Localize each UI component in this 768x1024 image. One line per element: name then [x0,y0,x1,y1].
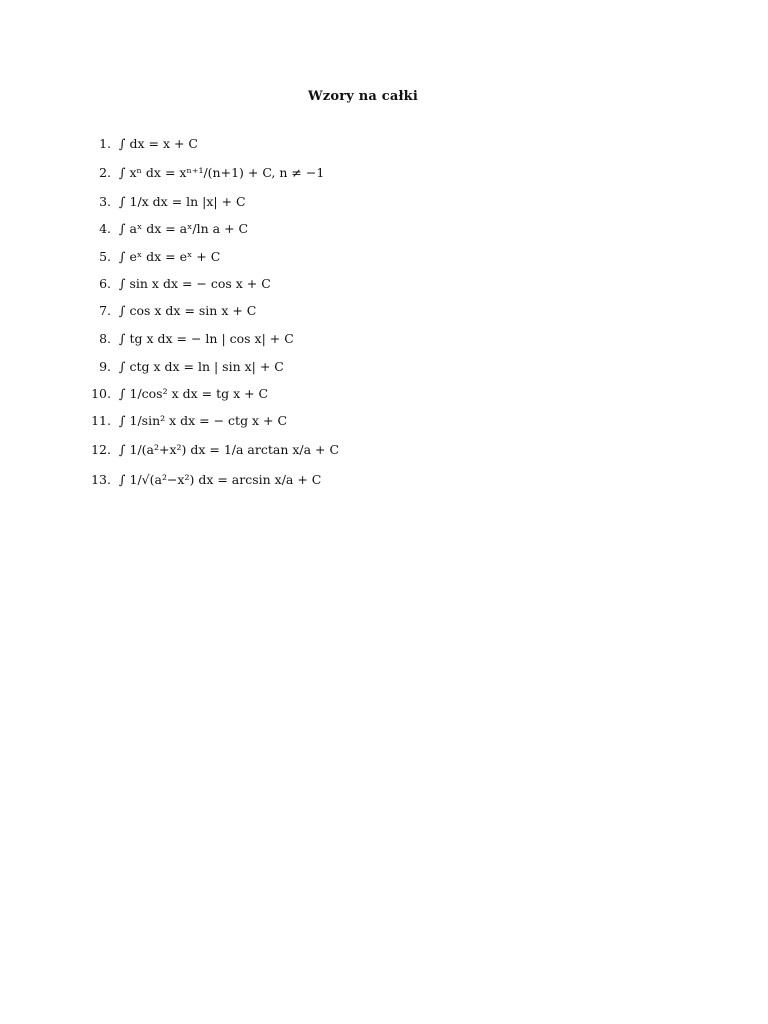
document-title: Wzory na całki [307,89,419,104]
formula-item [80,469,321,489]
formula-item [80,383,268,403]
formula-number: 5. [99,248,111,264]
formula-number: 10. [91,385,111,401]
formula-item [80,273,271,293]
formula-item [80,410,287,430]
formula-expression: ∫ xⁿ dx = xⁿ⁺¹/(n+1) + C, n ≠ −1 [119,164,325,180]
formula-expression: ∫ sin x dx = − cos x + C [119,275,271,291]
formula-expression: ∫ ctg x dx = ln | sin x| + C [119,358,284,374]
formula-expression: ∫ 1/√(a²−x²) dx = arcsin x/a + C [119,471,322,487]
formula-number: 12. [91,441,111,457]
formula-expression: ∫ aˣ dx = aˣ/ln a + C [119,220,249,236]
formula-item [80,439,339,459]
formula-item [80,218,248,238]
formula-number: 8. [99,330,111,346]
formula-number: 4. [99,220,111,236]
formula-expression: ∫ eˣ dx = eˣ + C [119,248,221,264]
formula-item [80,328,294,348]
formula-item [80,133,198,153]
formula-number: 13. [91,471,111,487]
formula-number: 7. [99,302,111,318]
formula-number: 9. [99,358,111,374]
formula-item [80,246,220,266]
formula-number: 11. [91,412,111,428]
formula-item [80,356,284,376]
formula-number: 3. [99,193,111,209]
formula-number: 2. [99,164,111,180]
formula-expression: ∫ tg x dx = − ln | cos x| + C [119,330,294,346]
formula-expression: ∫ 1/cos² x dx = tg x + C [119,385,269,401]
formula-expression: ∫ cos x dx = sin x + C [119,302,257,318]
formula-number: 1. [99,135,111,151]
formula-item [80,162,324,182]
formula-expression: ∫ dx = x + C [119,135,198,151]
formula-expression: ∫ 1/(a²+x²) dx = 1/a arctan x/a + C [119,441,340,457]
formula-item [80,300,256,320]
formula-expression: ∫ 1/x dx = ln |x| + C [119,193,246,209]
formula-item [80,191,246,211]
formula-number: 6. [99,275,111,291]
formula-expression: ∫ 1/sin² x dx = − ctg x + C [119,412,288,428]
